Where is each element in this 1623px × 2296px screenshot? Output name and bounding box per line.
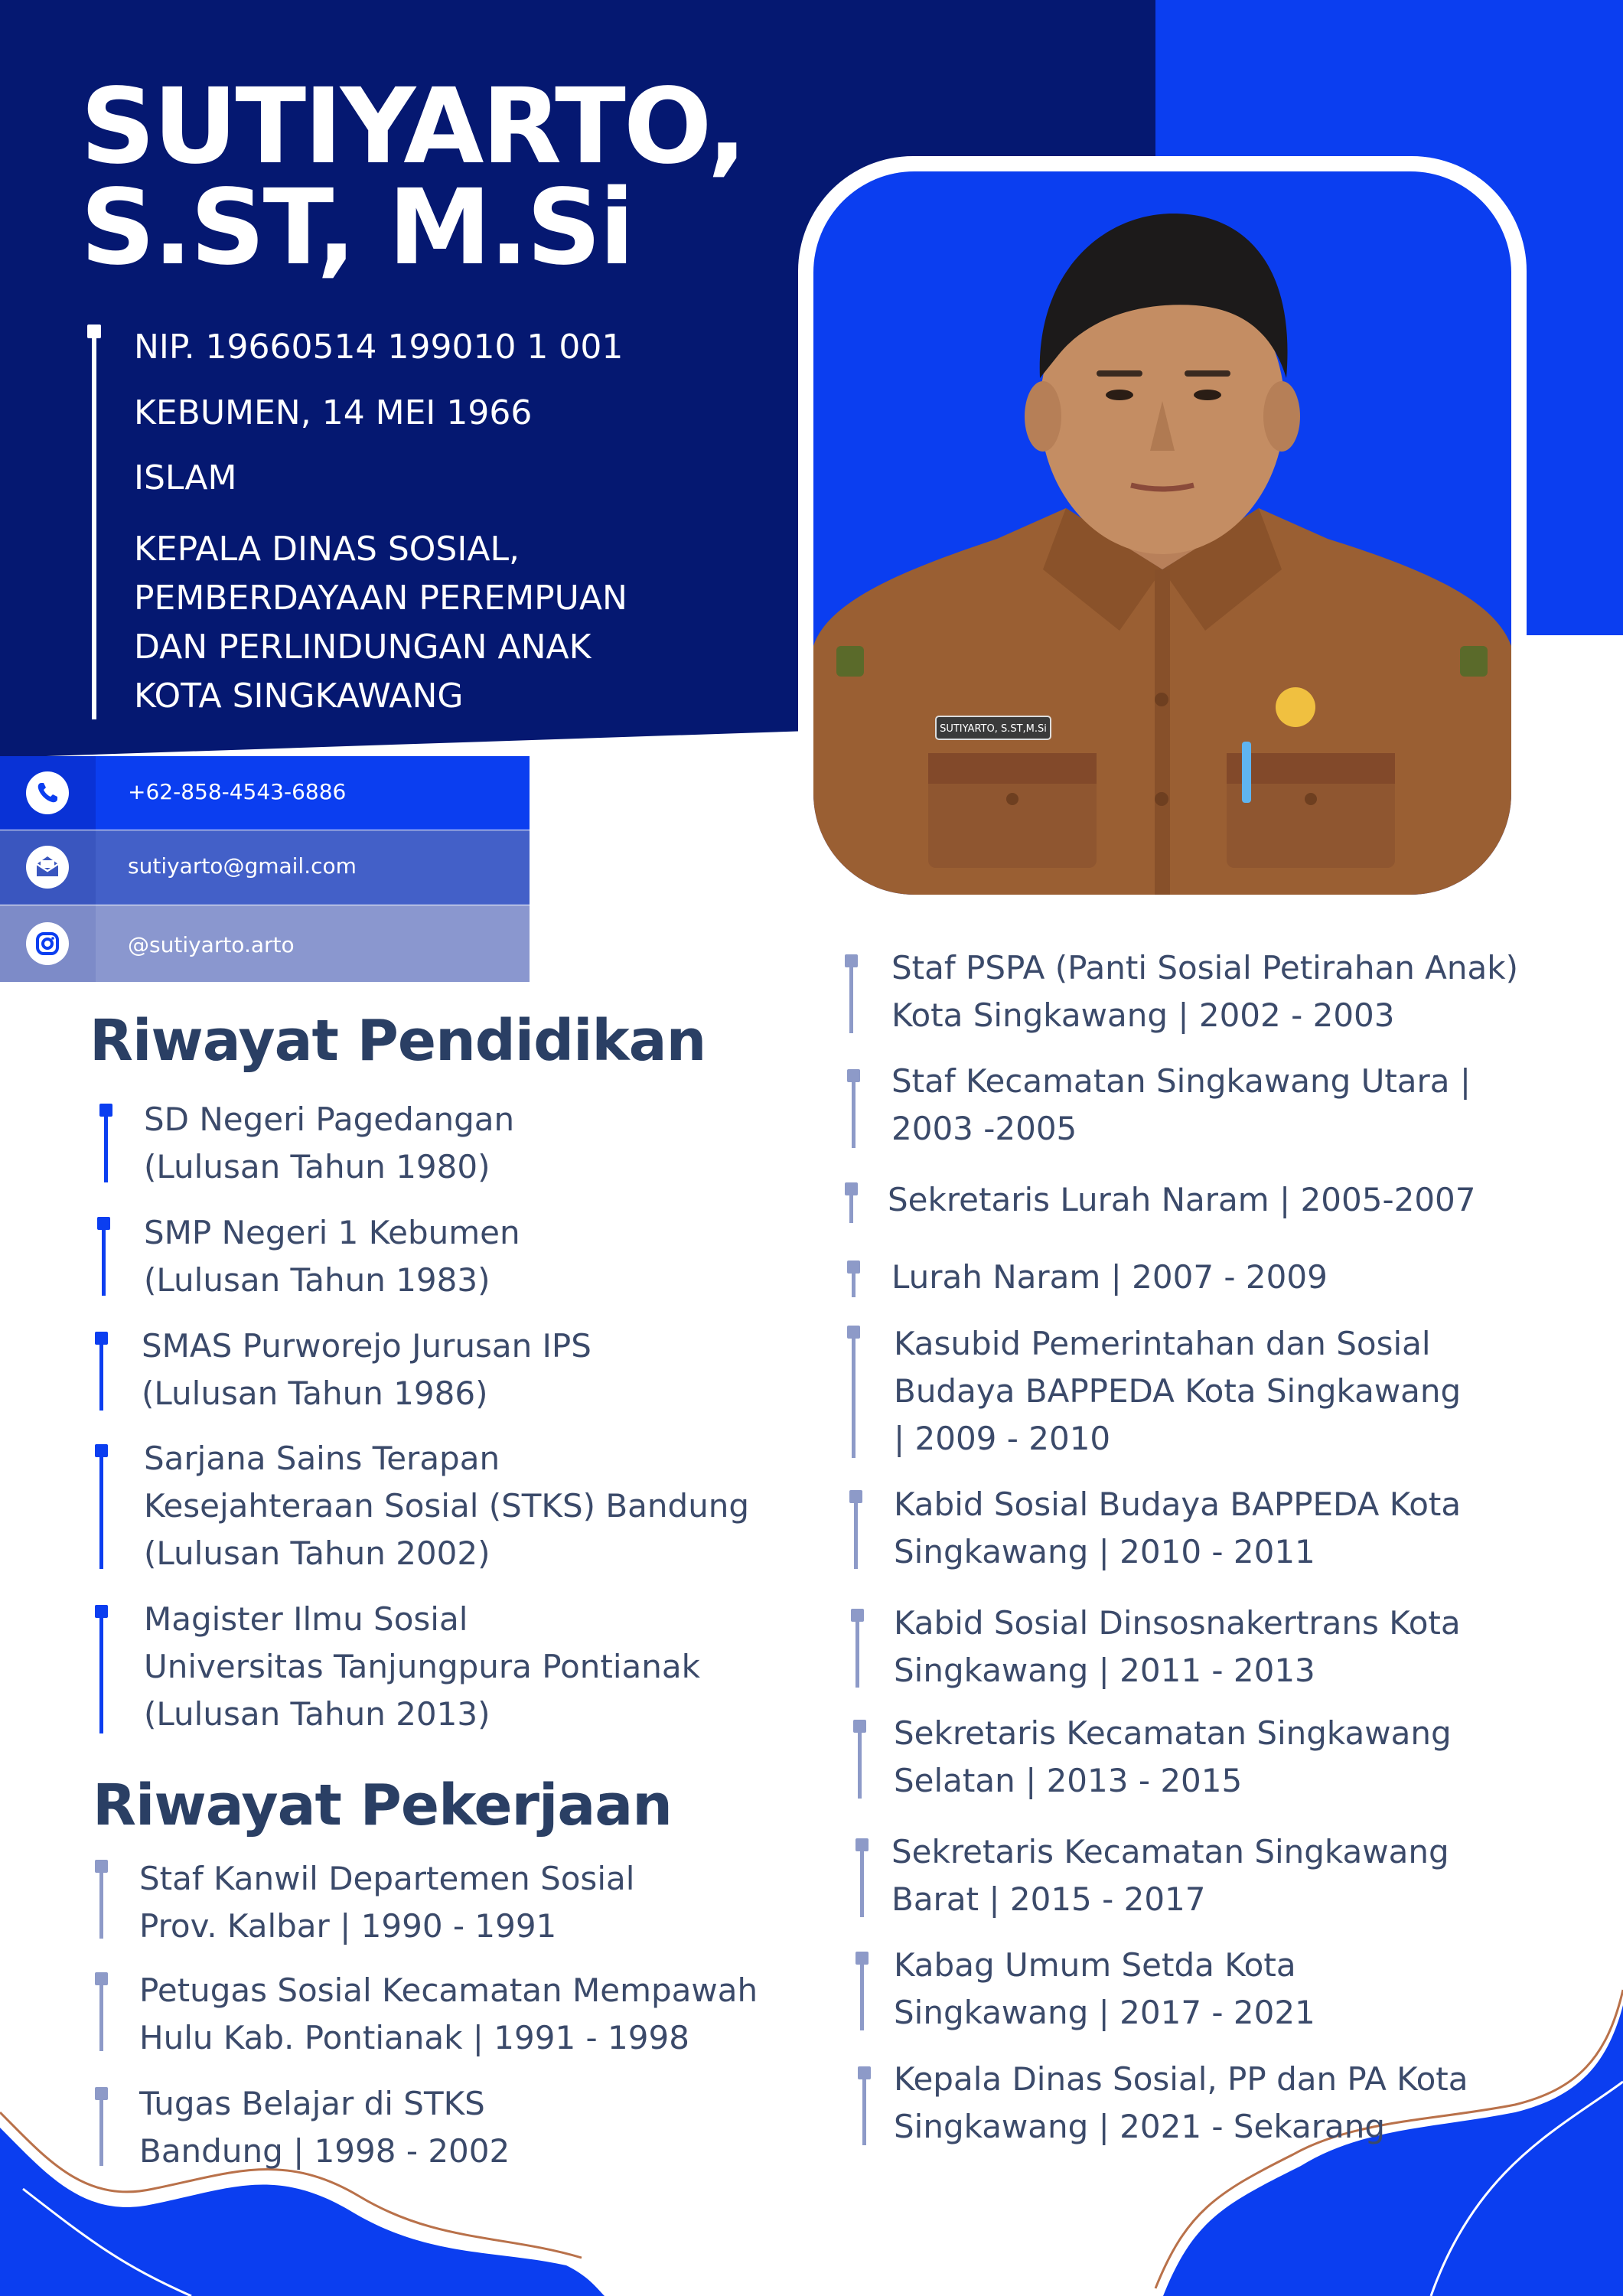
work-title: Riwayat Pekerjaan bbox=[93, 1773, 672, 1838]
entry-line: 2003 -2005 bbox=[891, 1110, 1077, 1147]
entry-line: Kesejahteraan Sosial (STKS) Bandung bbox=[144, 1487, 750, 1525]
position-line: KOTA SINGKAWANG bbox=[134, 677, 464, 716]
entry-line: Hulu Kab. Pontianak | 1991 - 1998 bbox=[139, 2019, 689, 2056]
entry-line: SD Negeri Pagedangan bbox=[144, 1101, 515, 1138]
entry-line: Kabid Sosial Dinsosnakertrans Kota bbox=[894, 1604, 1461, 1642]
entry-line: Singkawang | 2011 - 2013 bbox=[894, 1652, 1315, 1689]
entry-line: Budaya BAPPEDA Kota Singkawang bbox=[894, 1372, 1462, 1410]
phone-number[interactable]: +62-858-4543-6886 bbox=[128, 779, 347, 804]
position-line: DAN PERLINDUNGAN ANAK bbox=[134, 628, 592, 667]
education-marker bbox=[104, 1110, 108, 1182]
work-marker bbox=[854, 1496, 858, 1569]
work-item bbox=[894, 1320, 1461, 1463]
entry-line: Kabag Umum Setda Kota bbox=[894, 1946, 1296, 1984]
work-marker bbox=[99, 1978, 103, 2051]
education-item bbox=[142, 1322, 592, 1417]
info-divider-cap bbox=[87, 325, 101, 338]
entry-line: (Lulusan Tahun 2002) bbox=[144, 1534, 490, 1572]
work-marker bbox=[855, 1615, 859, 1688]
work-marker bbox=[99, 1866, 103, 1939]
education-marker bbox=[99, 1611, 103, 1733]
entry-line: Magister Ilmu Sosial bbox=[144, 1600, 468, 1638]
work-marker bbox=[852, 1267, 855, 1297]
work-marker bbox=[860, 1958, 864, 2030]
position-line: KEPALA DINAS SOSIAL, bbox=[134, 530, 520, 569]
entry-line: (Lulusan Tahun 2013) bbox=[144, 1695, 490, 1733]
education-item bbox=[144, 1435, 749, 1577]
email-icon bbox=[26, 846, 69, 889]
work-item bbox=[894, 1942, 1315, 2037]
education-item bbox=[144, 1096, 514, 1191]
work-marker bbox=[99, 2093, 103, 2166]
entry-line: Prov. Kalbar | 1990 - 1991 bbox=[139, 1907, 557, 1945]
phone-icon bbox=[26, 771, 69, 814]
position-title bbox=[134, 525, 627, 721]
work-item bbox=[888, 1176, 1476, 1224]
work-marker bbox=[858, 1726, 862, 1799]
nip: NIP. 19660514 199010 1 001 bbox=[134, 328, 624, 367]
work-marker bbox=[860, 1844, 864, 1917]
education-title: Riwayat Pendidikan bbox=[90, 1008, 706, 1074]
entry-line: Sarjana Sains Terapan bbox=[144, 1440, 500, 1477]
entry-line: Singkawang | 2021 - Sekarang bbox=[894, 2108, 1385, 2145]
name-tag-text: SUTIYARTO, S.ST,M.Si bbox=[940, 723, 1047, 735]
education-marker bbox=[99, 1450, 103, 1569]
info-divider bbox=[92, 329, 96, 719]
entry-line: Universitas Tanjungpura Pontianak bbox=[144, 1648, 700, 1685]
work-marker bbox=[852, 1332, 855, 1458]
entry-line: Singkawang | 2017 - 2021 bbox=[894, 1994, 1315, 2031]
entry-line: (Lulusan Tahun 1986) bbox=[142, 1375, 488, 1412]
entry-line: Kepala Dinas Sosial, PP dan PA Kota bbox=[894, 2060, 1468, 2098]
profile-photo bbox=[813, 171, 1511, 895]
email-address[interactable]: sutiyarto@gmail.com bbox=[128, 853, 357, 879]
entry-line: | 2009 - 2010 bbox=[894, 1420, 1111, 1457]
work-marker bbox=[862, 2073, 866, 2145]
entry-line: Bandung | 1998 - 2002 bbox=[139, 2132, 510, 2170]
entry-line: Sekretaris Kecamatan Singkawang bbox=[891, 1833, 1449, 1870]
work-item bbox=[894, 1600, 1461, 1694]
work-item bbox=[139, 1967, 758, 2062]
education-item bbox=[144, 1209, 520, 1304]
entry-line: Selatan | 2013 - 2015 bbox=[894, 1762, 1243, 1799]
education-marker bbox=[99, 1338, 103, 1411]
position-line: PEMBERDAYAAN PEREMPUAN bbox=[134, 579, 627, 618]
entry-line: Kasubid Pemerintahan dan Sosial bbox=[894, 1325, 1431, 1362]
work-item bbox=[894, 2056, 1468, 2151]
instagram-handle[interactable]: @sutiyarto.arto bbox=[128, 932, 295, 957]
entry-line: (Lulusan Tahun 1980) bbox=[144, 1148, 490, 1186]
religion: ISLAM bbox=[134, 458, 237, 497]
entry-line: Tugas Belajar di STKS bbox=[139, 2085, 485, 2122]
entry-line: Petugas Sosial Kecamatan Mempawah bbox=[139, 1971, 758, 2009]
education-marker bbox=[102, 1223, 106, 1296]
entry-line: Staf Kanwil Departemen Sosial bbox=[139, 1860, 635, 1897]
entry-line: Staf Kecamatan Singkawang Utara | bbox=[891, 1062, 1471, 1100]
entry-line: Singkawang | 2010 - 2011 bbox=[894, 1533, 1315, 1570]
entry-line: Sekretaris Lurah Naram | 2005-2007 bbox=[888, 1181, 1476, 1218]
work-marker bbox=[849, 1189, 853, 1223]
work-item bbox=[139, 1855, 634, 1950]
entry-line: Kabid Sosial Budaya BAPPEDA Kota bbox=[894, 1486, 1462, 1523]
work-item bbox=[891, 1058, 1471, 1153]
entry-line: Sekretaris Kecamatan Singkawang bbox=[894, 1714, 1452, 1752]
name-line-1: SUTIYARTO, bbox=[80, 67, 745, 188]
work-marker bbox=[849, 960, 853, 1033]
name-line-2: S.ST, M.Si bbox=[80, 168, 633, 289]
entry-line: Barat | 2015 - 2017 bbox=[891, 1880, 1206, 1918]
entry-line: SMAS Purworejo Jurusan IPS bbox=[142, 1327, 592, 1365]
work-item bbox=[891, 1254, 1328, 1301]
work-item bbox=[139, 2080, 510, 2175]
entry-line: Kota Singkawang | 2002 - 2003 bbox=[891, 996, 1395, 1034]
entry-line: Lurah Naram | 2007 - 2009 bbox=[891, 1258, 1328, 1296]
work-item bbox=[894, 1481, 1461, 1576]
entry-line: (Lulusan Tahun 1983) bbox=[144, 1261, 490, 1299]
work-marker bbox=[852, 1075, 855, 1148]
work-item bbox=[891, 1828, 1449, 1923]
work-item bbox=[891, 944, 1518, 1039]
birth-info: KEBUMEN, 14 MEI 1966 bbox=[134, 393, 533, 432]
entry-line: Staf PSPA (Panti Sosial Petirahan Anak) bbox=[891, 949, 1518, 987]
profile-photo-frame bbox=[798, 156, 1527, 910]
instagram-icon bbox=[26, 922, 69, 965]
education-item bbox=[144, 1596, 700, 1738]
entry-line: SMP Negeri 1 Kebumen bbox=[144, 1214, 520, 1251]
work-item bbox=[894, 1710, 1452, 1805]
